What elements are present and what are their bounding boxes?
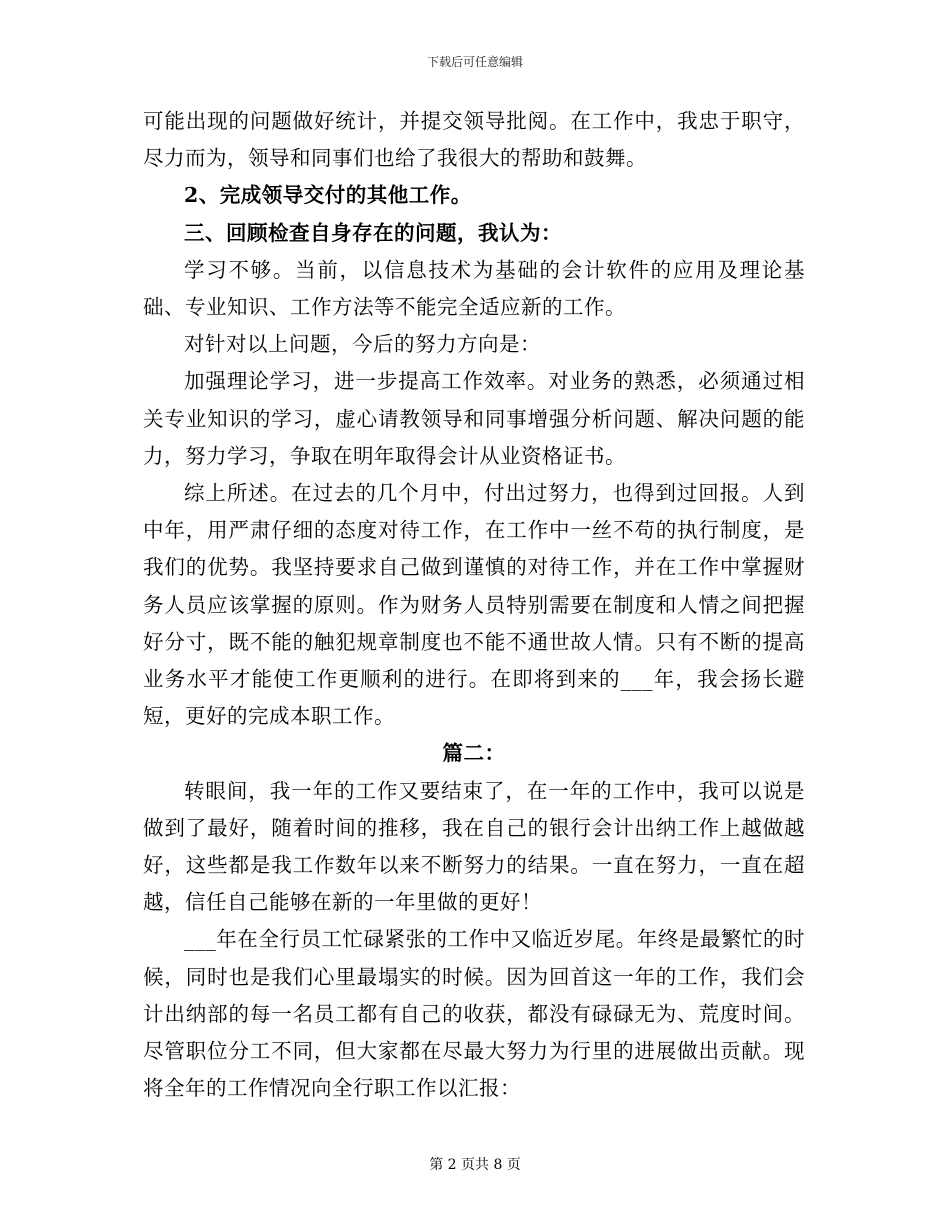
paragraph-summary: 综上所述。在过去的几个月中，付出过努力，也得到过回报。人到中年，用严肃仔细的态度对待工作，在工作中一丝不苟的执行制度，是我们的优势。我坚持要求自己做到谨慎的对待工作，并在工作中掌握财务人员应该掌握的原则。作为财务人员特别需要在制度和人情之间把握好分寸，既不能的触犯规章制度也不能不通世故人情。只有不断的提高业务水平才能使工作更顺利的进行。在即将到来的___年，我会扬长避短，更好的完成本职工作。 — [143, 481, 805, 729]
paragraph-direction-intro: 对针对以上问题，今后的努力方向是： — [184, 332, 541, 357]
paragraph-study: 学习不够。当前，以信息技术为基础的会计软件的应用及理论基础、专业知识、工作方法等不能完全适应新的工作。 — [143, 257, 805, 320]
paragraph-annual-report: ___年在全行员工忙碌紧张的工作中又临近岁尾。年终是最繁忙的时候，同时也是我们心里最塌实的时候。因为回首这一年的工作，我们会计出纳部的每一名员工都有自己的收获，都没有碌碌无为、荒度时间。尽管职位分工不同，但大家都在尽最大努力为行里的进展做出贡献。现将全年的工作情况向全行职工作以汇报： — [143, 927, 805, 1101]
section-title-part-two: 篇二： — [442, 741, 506, 766]
paragraph-year-end: 转眼间，我一年的工作又要结束了，在一年的工作中，我可以说是做到了最好，随着时间的推移，我在自己的银行会计出纳工作上越做越好，这些都是我工作数年以来不断努力的结果。一直在努力，一直在超越，信任自己能够在新的一年里做的更好！ — [143, 778, 805, 915]
heading-item-2: 2、完成领导交付的其他工作。 — [184, 183, 472, 208]
heading-section-3: 三、回顾检查自身存在的问题，我认为： — [184, 220, 562, 245]
page-header: 下载后可任意编辑 — [426, 55, 523, 69]
paragraph-theory-learning: 加强理论学习，进一步提高工作效率。对业务的熟悉，必须通过相关专业知识的学习，虚心请教领导和同事增强分析问题、解决问题的能力，努力学习，争取在明年取得会计从业资格证书。 — [143, 369, 805, 468]
paragraph-continuation: 可能出现的问题做好统计，并提交领导批阅。在工作中，我忠于职守，尽力而为，领导和同事们也给了我很大的帮助和鼓舞。 — [143, 109, 805, 171]
document-body — [143, 103, 805, 1107]
page-footer: 第 2 页共 8 页 — [429, 1157, 521, 1173]
